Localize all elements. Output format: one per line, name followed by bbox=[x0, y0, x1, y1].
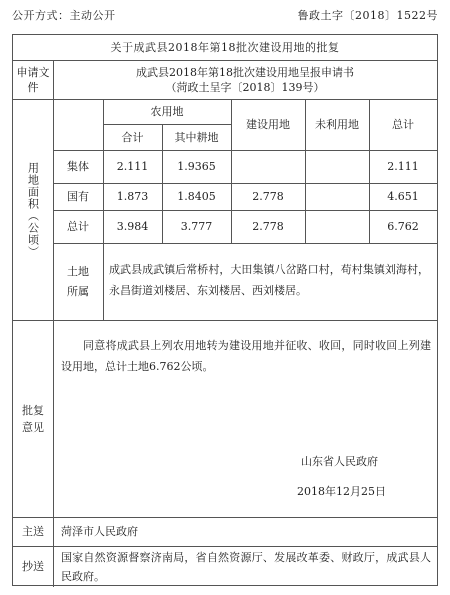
approval-form bbox=[12, 34, 438, 586]
approval-text: 同意将成武县上列农用地转为建设用地并征收、收回，同时收回上列建设用地，总计土地6.762公顷。 bbox=[61, 339, 431, 373]
location-label-text: 土地所属 bbox=[67, 264, 89, 298]
header-unused: 未利用地 bbox=[315, 118, 359, 131]
cell-cultivated: 1.9365 bbox=[177, 160, 216, 173]
cell-cultivated: 1.8405 bbox=[177, 190, 216, 203]
approval-date: 2018年12月25日 bbox=[297, 485, 386, 498]
cell-grand-total: 2.111 bbox=[387, 160, 419, 173]
row-label: 国有 bbox=[67, 190, 89, 203]
approval-authority: 山东省人民政府 bbox=[301, 455, 378, 468]
cell-construction: 2.778 bbox=[252, 190, 284, 203]
cell-construction bbox=[231, 150, 305, 183]
cc-label: 抄送 bbox=[22, 560, 44, 573]
land-area-label: 用地面积（公顷） bbox=[26, 161, 40, 258]
cell-cultivated: 3.777 bbox=[180, 220, 213, 233]
cell-subtotal: 2.111 bbox=[116, 160, 149, 173]
cell-unused bbox=[305, 183, 369, 210]
main-send-label: 主送 bbox=[22, 525, 44, 538]
row-label: 总计 bbox=[67, 220, 89, 233]
approval-label-text: 批复意见 bbox=[22, 403, 44, 434]
application-document bbox=[53, 60, 437, 99]
cell-construction: 2.778 bbox=[252, 220, 284, 233]
header-grand-total: 总计 bbox=[392, 118, 414, 131]
document-number: 鲁政土字〔2018〕1522号 bbox=[297, 9, 438, 22]
application-line-2: （菏政土呈字〔2018〕139号） bbox=[165, 80, 325, 94]
header-farmland: 农用地 bbox=[150, 105, 184, 118]
header-cultivated: 其中耕地 bbox=[174, 130, 219, 144]
approval-label bbox=[13, 320, 53, 517]
cell-subtotal: 1.873 bbox=[116, 190, 149, 203]
application-line-1: 成武县2018年第18批次建设用地呈报申请书 bbox=[136, 65, 354, 79]
header-subtotal: 合计 bbox=[121, 130, 144, 144]
cell-grand-total: 6.762 bbox=[387, 220, 419, 233]
document-title: 关于成武县2018年第18批次建设用地的批复 bbox=[110, 41, 340, 54]
application-label: 申请文件 bbox=[16, 65, 50, 94]
header-construction: 建设用地 bbox=[246, 118, 290, 131]
cell-unused bbox=[305, 150, 369, 183]
cell-grand-total: 4.651 bbox=[387, 190, 419, 203]
location-text: 成武县成武镇后常桥村，大田集镇八岔路口村，苟村集镇刘海村，永昌街道刘楼居、东刘楼居、西刘楼居。 bbox=[109, 263, 429, 297]
cell-subtotal: 3.984 bbox=[116, 220, 149, 233]
cell-unused bbox=[305, 210, 369, 243]
row-label: 集体 bbox=[67, 160, 89, 173]
cc-text: 国家自然资源督察济南局，省自然资源厅、发展改革委、财政厅，成武县人民政府。 bbox=[61, 551, 431, 583]
publicity-method: 公开方式：主动公开 bbox=[12, 9, 116, 22]
main-send-text: 菏泽市人民政府 bbox=[61, 525, 138, 538]
location-label bbox=[53, 243, 103, 320]
